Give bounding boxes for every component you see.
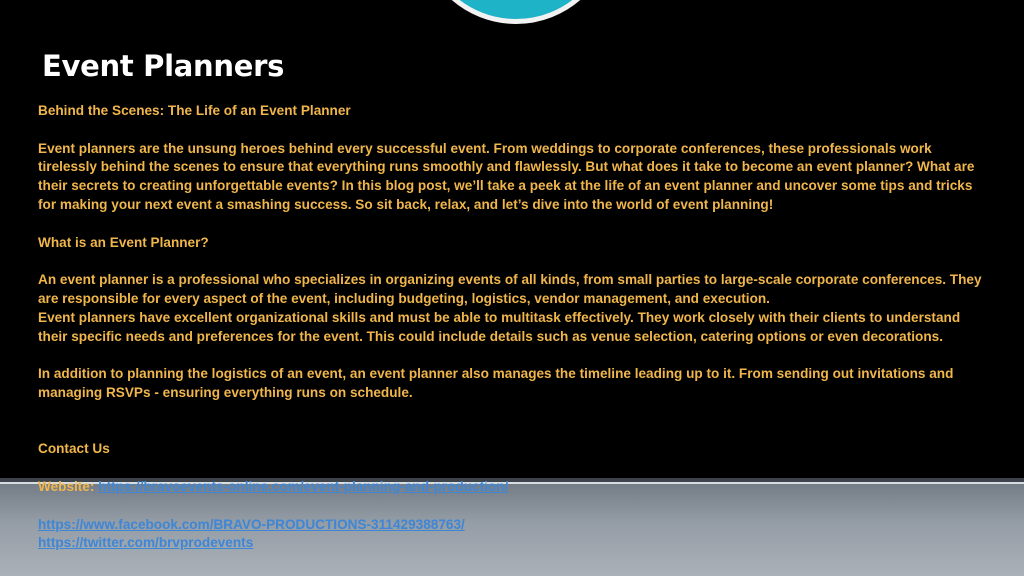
website-link[interactable]: https://bravoevents-online.com/event-planning-and-production/ [98, 478, 509, 494]
website-label: Website: [38, 478, 99, 494]
slide-title: Event Planners [42, 49, 285, 83]
decorative-circle [418, 0, 614, 24]
facebook-line [38, 516, 984, 535]
contact-heading: Contact Us [38, 441, 110, 457]
slide-body [38, 102, 984, 553]
skills-paragraph: Event planners have excellent organizational skills and must be able to multitask effectively. They work closely with their clients to understand their specific needs and preferences for the event. This could include details such as venue selection, catering options or even decorations. [38, 309, 961, 344]
twitter-link[interactable]: https://twitter.com/brvprodevents [38, 535, 254, 551]
definition-paragraph: An event planner is a professional who specializes in organizing events of all kinds, from small parties to large-scale corporate conferences. They are responsible for every aspect of the event, including budgeting, logistics, vendor management, and execution. [38, 272, 982, 306]
facebook-link[interactable]: https://www.facebook.com/BRAVO-PRODUCTIONS-311429388763/ [38, 516, 465, 532]
twitter-line [38, 534, 984, 553]
section-heading-behind-scenes: Behind the Scenes: The Life of an Event Planner [38, 103, 351, 118]
timeline-paragraph: In addition to planning the logistics of an event, an event planner also manages the timeline leading up to it. From sending out invitations and managing RSVPs - ensuring everything runs on schedule. [38, 366, 954, 400]
section-heading-what-is: What is an Event Planner? [38, 234, 209, 250]
intro-paragraph: Event planners are the unsung heroes behind every successful event. From weddings to corporate conferences, these professionals work tirelessly behind the scenes to ensure that everything runs smoothly and flawlessly. But what does it take to become an event planner? What are their secrets to creating unforgettable events? In this blog post, we’ll take a peek at the life of an event planner and uncover some tips and tricks for making your next event a smashing success. So sit back, relax, and let’s dive into the world of event planning! [38, 140, 975, 212]
website-line [38, 478, 984, 497]
